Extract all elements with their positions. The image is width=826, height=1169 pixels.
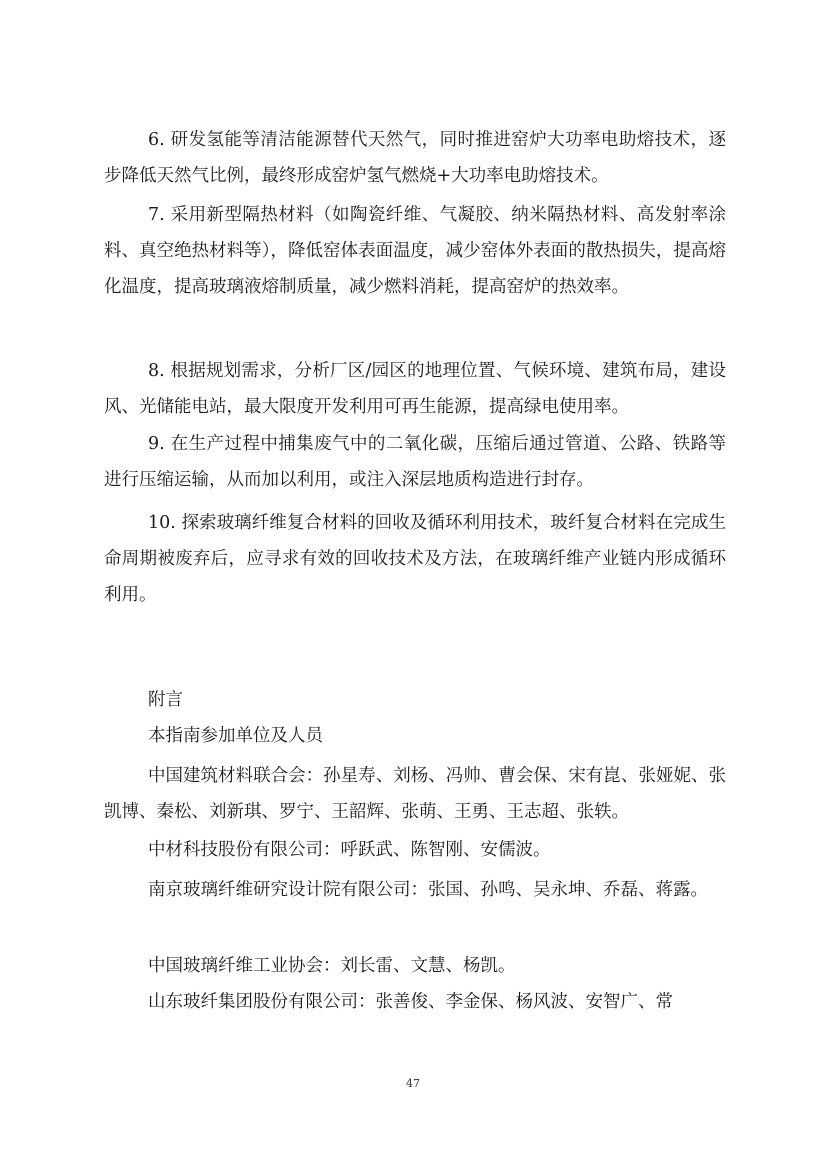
participant-entry: 中国建筑材料联合会：孙星寿、刘杨、冯帅、曹会保、宋有崑、张娅妮、张凯博、秦松、刘新琪、罗宁、王韶辉、张萌、王勇、王志超、张轶。 (104, 766, 726, 822)
paragraph-10: 10. 探索玻璃纤维复合材料的回收及循环利用技术，玻纤复合材料在完成生命周期被废弃后，应寻求有效的回收技术及方法，在玻璃纤维产业链内形成循环利用。 (104, 513, 726, 605)
appendix-subheading: 本指南参加单位及人员 (148, 726, 323, 746)
paragraph-6: 6. 研发氢能等清洁能源替代天然气，同时推进窑炉大功率电助熔技术，逐步降低天然气比例，最终形成窑炉氢气燃烧+大功率电助熔技术。 (104, 130, 726, 186)
page-number: 47 (406, 1077, 420, 1090)
participant-entry: 山东玻纤集团股份有限公司：张善俊、李金保、杨风波、安智广、常 (148, 992, 673, 1012)
paragraph-9: 9. 在生产过程中捕集废气中的二氧化碳，压缩后通过管道、公路、铁路等进行压缩运输，从而加以利用，或注入深层地质构造进行封存。 (104, 434, 726, 490)
participant-entry: 中材科技股份有限公司：呼跃武、陈智刚、安儒波。 (148, 840, 551, 860)
paragraph-7: 7. 采用新型隔热材料（如陶瓷纤维、气凝胶、纳米隔热材料、高发射率涂料、真空绝热材料等），降低窑体表面温度，减少窑体外表面的散热损失，提高熔化温度，提高玻璃液熔制质量，减少燃料消耗，提高窑炉的热效率。 (104, 205, 726, 297)
appendix-heading: 附言 (148, 690, 183, 710)
participant-entry: 中国玻璃纤维工业协会：刘长雷、文慧、杨凯。 (148, 956, 516, 976)
participant-entry: 南京玻璃纤维研究设计院有限公司：张国、孙鸣、吴永坤、乔磊、蒋露。 (148, 880, 708, 900)
paragraph-8: 8. 根据规划需求，分析厂区/园区的地理位置、气候环境、建筑布局，建设风、光储能电站，最大限度开发利用可再生能源，提高绿电使用率。 (104, 361, 726, 417)
